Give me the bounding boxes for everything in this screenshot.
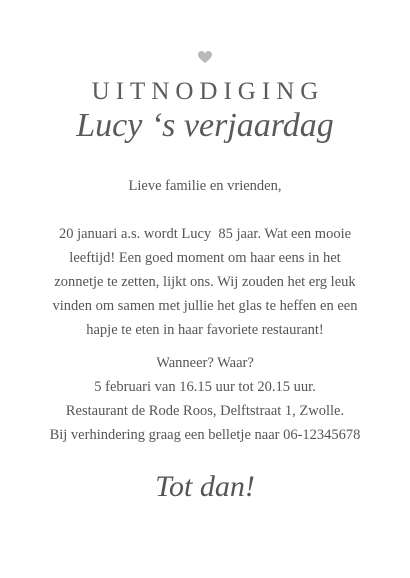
greeting-text: Lieve familie en vrienden, <box>128 178 282 194</box>
event-details <box>0 351 410 447</box>
paragraph-line: zonnetje te zetten, lijkt ons. Wij zouden het erg leuk <box>54 274 356 290</box>
heart-icon <box>197 50 213 64</box>
details-date-time: 5 februari van 16.15 uur tot 20.15 uur. <box>94 379 316 395</box>
details-heading: Wanneer? Waar? <box>156 355 254 371</box>
paragraph-line: 20 januari a.s. wordt Lucy 85 jaar. Wat een mooie <box>58 226 352 242</box>
invitation-title: UITNODIGING <box>91 78 325 105</box>
invitation-subtitle: Lucy ‘s verjaardag <box>76 107 334 144</box>
paragraph-line: leeftijd! Een goed moment om haar eens in het <box>69 250 341 266</box>
paragraph-line: hapje te eten in haar favoriete restaurant! <box>86 322 324 338</box>
paragraph-line: vinden om samen met jullie het glas te heffen en een <box>52 298 358 314</box>
details-contact: Bij verhindering graag een belletje naar 06-12345678 <box>49 427 361 443</box>
details-location: Restaurant de Rode Roos, Delftstraat 1, Zwolle. <box>65 403 345 419</box>
closing-text: Tot dan! <box>155 470 255 503</box>
invitation-paragraph <box>0 222 410 342</box>
